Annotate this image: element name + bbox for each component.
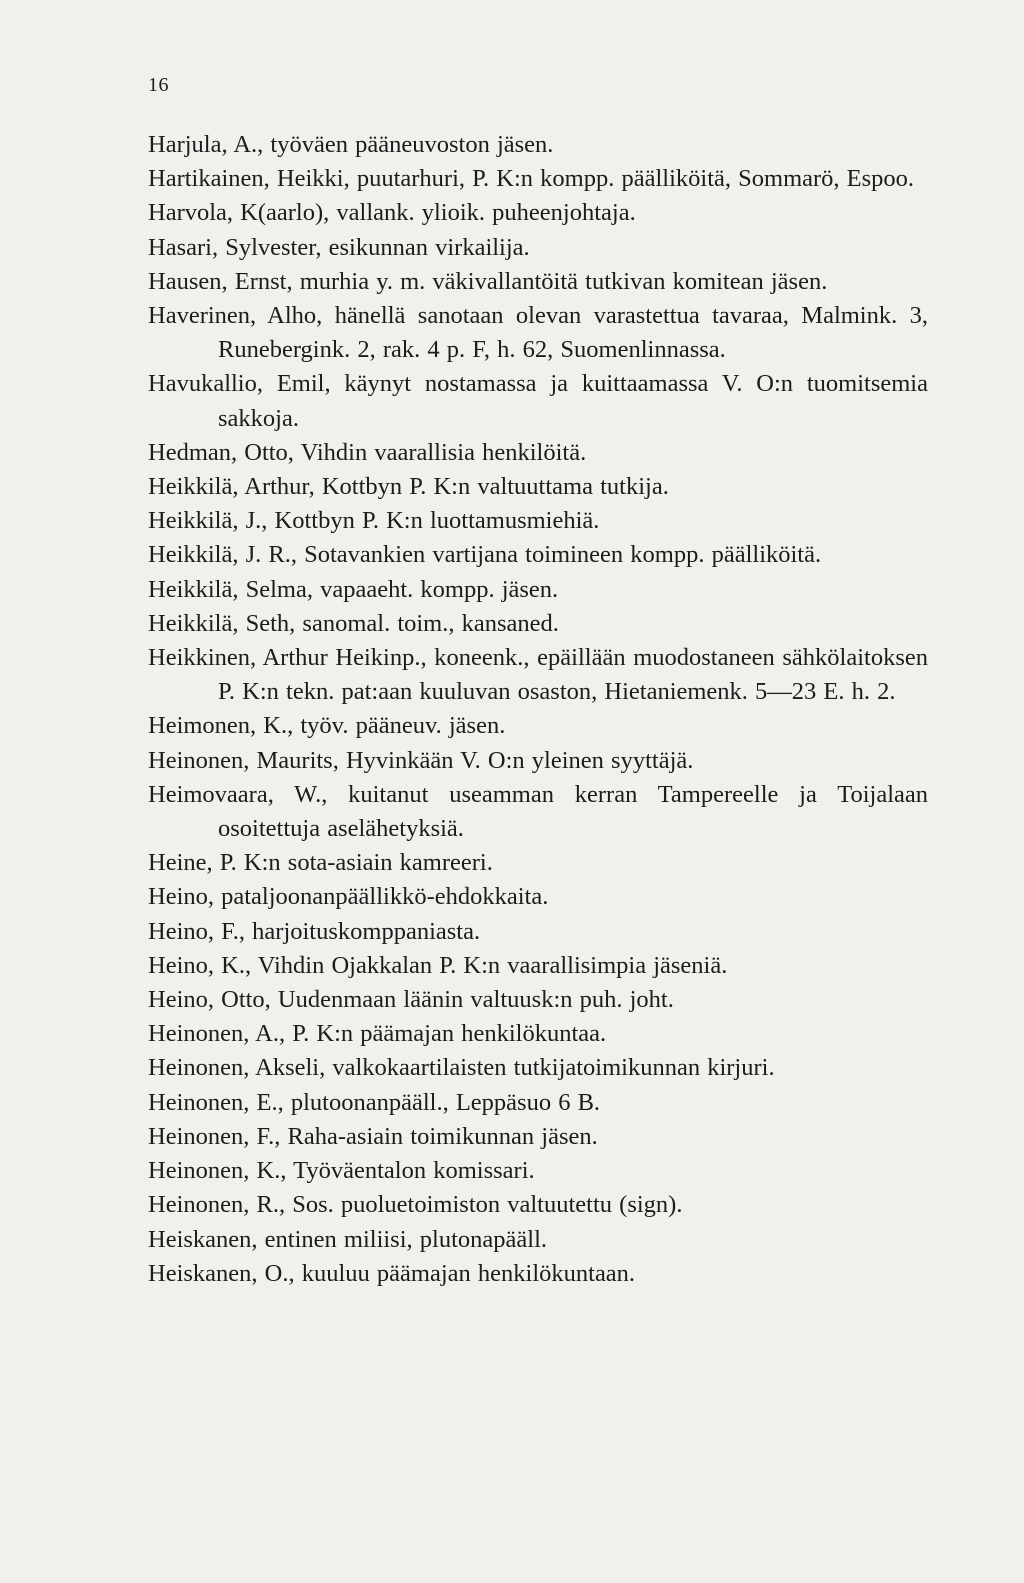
list-item: Hausen, Ernst, murhia y. m. väkivallantöitä tutkivan komitean jäsen. [148,267,828,295]
list-item: Hedman, Otto, Vihdin vaarallisia henkilöitä. [148,438,587,466]
list-item: Heino, pataljoonanpäällikkö-ehdokkaita. [148,883,549,911]
page-number: 16 [148,74,169,96]
list-item: Heiskanen, entinen miliisi, plutonapääll. [148,1225,547,1253]
list-item: Heikkilä, Arthur, Kottbyn P. K:n valtuuttama tutkija. [148,473,669,501]
list-item: Heikkilä, Selma, vapaaeht. kompp. jäsen. [148,575,559,603]
list-item: Heiskanen, O., kuuluu päämajan henkilökuntaan. [148,1259,636,1287]
list-item: Heino, Otto, Uudenmaan läänin valtuusk:n puh. joht. [148,986,674,1014]
list-item: Heino, F., harjoituskomppaniasta. [148,917,481,945]
list-item: Heikkilä, J., Kottbyn P. K:n luottamusmiehiä. [148,507,600,535]
list-item: Heinonen, F., Raha-asiain toimikunnan jäsen. [148,1122,598,1150]
list-item: Heikkinen, Arthur Heikinp., koneenk., epäillään muodostaneen sähkölaitoksen P. K:n tekn. pat:aan kuuluvan osaston, Hietaniemenk. 5—23 E. h. 2. [148,644,928,706]
list-item: Heikkilä, Seth, sanomal. toim., kansaned. [148,609,559,637]
list-item: Heinonen, Maurits, Hyvinkään V. O:n yleinen syyttäjä. [148,746,694,774]
entry-list [148,128,928,1291]
list-item: Heinonen, R., Sos. puoluetoimiston valtuutettu (sign). [148,1191,683,1219]
list-item: Heinonen, A., P. K:n päämajan henkilökuntaa. [148,1020,607,1048]
list-item: Harvola, K(aarlo), vallank. ylioik. puheenjohtaja. [148,199,636,227]
list-item: Harjula, A., työväen pääneuvoston jäsen. [148,131,554,158]
list-item: Hartikainen, Heikki, puutarhuri, P. K:n kompp. päälliköitä, Sommarö, Espoo. [148,165,915,193]
list-item: Haverinen, Alho, hänellä sanotaan olevan varastettua tavaraa, Malmink. 3, Runebergink. 2, rak. 4 p. F, h. 62, Suomenlinnassa. [148,302,928,364]
list-item: Heinonen, K., Työväentalon komissari. [148,1157,535,1185]
list-item: Heimovaara, W., kuitanut useamman kerran Tampereelle ja Toijalaan osoitettuja aselähetyksiä. [148,780,928,843]
list-item: Heimonen, K., työv. pääneuv. jäsen. [148,712,506,740]
list-item: Havukallio, Emil, käynyt nostamassa ja kuittaamassa V. O:n tuomitsemia sakkoja. [148,370,928,432]
list-item: Heino, K., Vihdin Ojakkalan P. K:n vaarallisimpia jäseniä. [148,951,728,979]
list-item: Heinonen, E., plutoonanpääll., Leppäsuo 6 B. [148,1088,601,1116]
list-item: Heikkilä, J. R., Sotavankien vartijana toimineen kompp. päälliköitä. [148,541,822,569]
list-item: Heine, P. K:n sota-asiain kamreeri. [148,849,493,877]
list-item: Heinonen, Akseli, valkokaartilaisten tutkijatoimikunnan kirjuri. [148,1054,775,1082]
list-item: Hasari, Sylvester, esikunnan virkailija. [148,233,530,261]
